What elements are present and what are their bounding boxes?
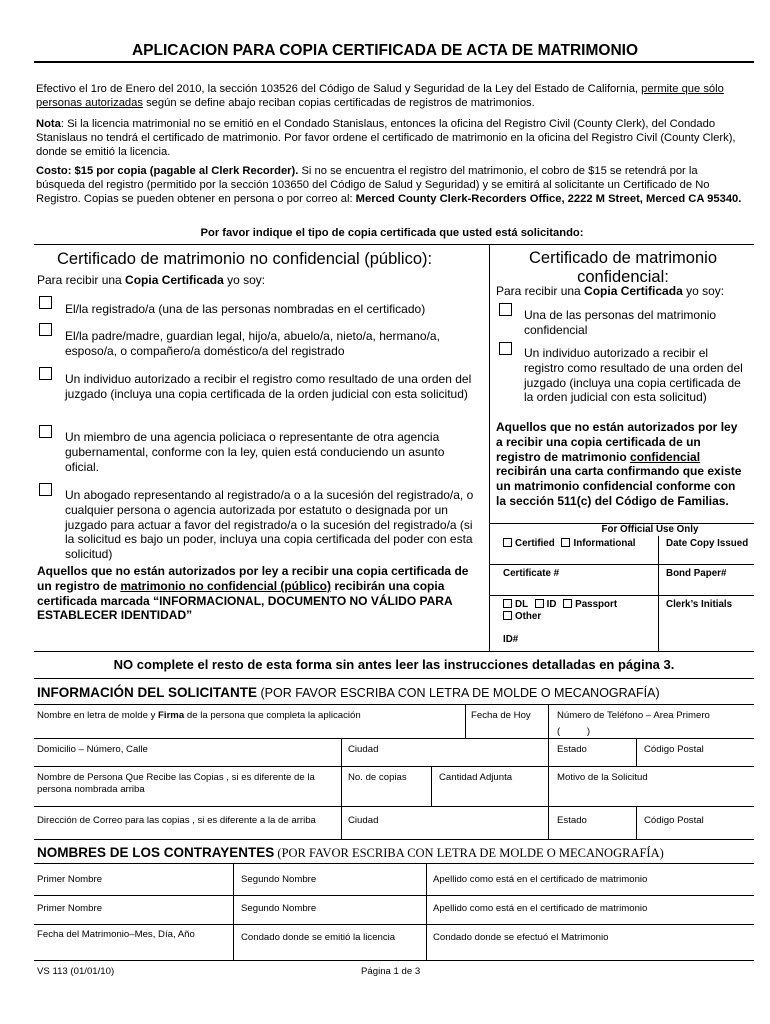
dl-checkbox[interactable] — [503, 599, 512, 608]
public-heading: Certificado de matrimonio no confidencial (público): — [57, 250, 433, 268]
applicant-heading: INFORMACIÓN DEL SOLICITANTE (POR FAVOR ESCRIBA CON LETRA DE MOLDE O MECANOGRAFÍA) — [37, 685, 660, 700]
official-id-no: ID# — [503, 634, 519, 645]
parties-table-top — [34, 863, 754, 864]
official-certificate-no: Certificate # — [503, 568, 560, 579]
applicant-row-2-border — [34, 766, 754, 767]
telefono-area-parens: ( ) — [557, 726, 591, 737]
title-divider — [34, 61, 754, 63]
section-top-border — [34, 244, 754, 245]
public-option-3-label: Un individuo autorizado a recibir el registro como resultado de una orden del juzgado (incluya una copia certificada de la orden judicial con esta solicitud) — [65, 372, 472, 401]
official-row-2-border — [489, 595, 754, 596]
official-bond-paper: Bond Paper# — [666, 568, 727, 579]
official-other-option[interactable]: Other — [503, 611, 541, 623]
applicant-row-4-border — [34, 839, 754, 840]
applicant-col-divider — [548, 704, 549, 738]
page-number: Página 1 de 3 — [361, 966, 421, 977]
parties-row-3-border — [34, 960, 754, 961]
public-option-1-checkbox[interactable] — [39, 296, 52, 309]
codigo-postal-2-label: Código Postal — [644, 815, 704, 826]
confidential-note: Aquellos que no están autorizados por ley a recibir una copia certificada de un registro de matrimonio confidencial recibirán una carta confirmando que existe un matrimonio confidencial conforme con la sección 511(c) del Código de Familias. — [496, 420, 742, 508]
condado-licencia-label: Condado donde se emitió la licencia — [241, 932, 396, 943]
official-date-copy: Date Copy Issued — [666, 538, 749, 549]
official-column-divider — [658, 536, 659, 651]
other-checkbox[interactable] — [503, 611, 512, 620]
public-option-4-label: Un miembro de una agencia policiaca o representante de otra agencia gubernamental, conforme con la ley, quien está conduciendo un asunto oficial. — [65, 430, 445, 474]
applicant-col-divider — [341, 738, 342, 839]
public-option-5-label: Un abogado representando al registrado/a o a la sucesión del registrado/a, o cualquier persona o agencia autorizada por estatuto o designada por un juzgado para actuar a favor del registrado/a o la sucesión del registrado/a (si la solicitud es bajo un poder, incluya una copia certificada del poder con esta solicitud) — [65, 488, 474, 562]
ciudad-label: Ciudad — [348, 744, 379, 755]
costo-paragraph: Costo: $15 por copia (pagable al Clerk Recorder). Si no se encuentra el registro del matrimonio, el cobro de $15 se retendrá por la búsqueda del registro (permitido por la sección 103650 del Código de Salud y Seguridad) y se emitirá al solicitante un Certificado de No Registro. Copias se pueden obtener en persona o por correo al: Merced County Clerk-Recorders Office, 2222 M Street, Merced CA 95340. — [36, 165, 742, 205]
apellido-1-label: Apellido como está en el certificado de matrimonio — [433, 874, 648, 885]
cantidad-label: Cantidad Adjunta — [439, 772, 513, 783]
official-certified-option[interactable]: Certified Informational — [503, 538, 636, 550]
domicilio-label: Domicilio – Número, Calle — [37, 744, 148, 755]
confidential-heading: Certificado de matrimonio confidencial: — [529, 249, 717, 286]
parties-row-1-border — [34, 895, 754, 896]
public-note: Aquellos que no están autorizados por ley a recibir una copia certificada de un registro de matrimonio no confidencial (público) recibirán una copia certificada marcada “INFORMACIONAL, DOCUMENTO NO VÁLIDO PARA ESTABLECER IDENTIDAD” — [37, 564, 469, 623]
form-id: VS 113 (01/01/10) — [37, 966, 115, 977]
direccion-correo-label: Dirección de Correo para las copias , si es diferente a la de arriba — [37, 815, 316, 826]
official-id-options[interactable]: DL ID Passport — [503, 599, 617, 611]
segundo-nombre-1-label: Segundo Nombre — [241, 874, 317, 885]
parties-heading: NOMBRES DE LOS CONTRAYENTES (POR FAVOR ESCRIBA CON LETRA DE MOLDE O MECANOGRAFÍA) — [37, 845, 664, 860]
nota-paragraph: Nota: Si la licencia matrimonial no se emitió en el Condado Stanislaus, entonces la oficina del Registro Civil (County Clerk), del Condado Stanislaus no tendrá el certificado de matrimonio. Por favor ordene el certificado de matrimonio en la oficina del Registro Civil (County Clerk), donde se emitió la licencia. — [36, 118, 736, 158]
persona-recibe-label: Nombre de Persona Que Recibe las Copias , si es diferente de la persona nombrada arriba — [37, 772, 315, 795]
certified-checkbox[interactable] — [503, 538, 512, 547]
parties-col-divider — [426, 863, 427, 960]
confidential-subheading: Para recibir una Copia Certificada yo soy: — [496, 284, 725, 298]
estado-label: Estado — [557, 744, 587, 755]
primer-nombre-1-label: Primer Nombre — [37, 874, 103, 885]
official-header: For Official Use Only — [601, 524, 699, 535]
telefono-label: Número de Teléfono – Area Primero — [557, 710, 710, 721]
no-copias-label: No. de copias — [348, 772, 407, 783]
applicant-table-top — [34, 704, 754, 705]
section-bottom-border — [34, 651, 754, 652]
primer-nombre-2-label: Primer Nombre — [37, 903, 103, 914]
applicant-col-divider — [465, 704, 466, 738]
public-option-1-label: El/la registrado/a (una de las personas nombradas en el certificado) — [65, 302, 426, 316]
public-option-3-checkbox[interactable] — [39, 367, 52, 380]
estado-2-label: Estado — [557, 815, 587, 826]
official-row-1-border — [489, 564, 754, 565]
type-instruction: Por favor indique el tipo de copia certificada que usted está solicitando: — [200, 227, 584, 239]
segundo-nombre-2-label: Segundo Nombre — [241, 903, 317, 914]
public-option-2-label: El/la padre/madre, guardian legal, hijo/a, abuelo/a, nieto/a, hermano/a, esposo/a, o compañero/a doméstico/a del registrado — [65, 329, 440, 358]
applicant-col-divider — [636, 806, 637, 839]
warning-banner: NO complete el resto de esta forma sin antes leer las instrucciones detalladas en página 3. — [113, 657, 675, 672]
confidential-option-1-checkbox[interactable] — [499, 303, 512, 316]
confidential-option-2-checkbox[interactable] — [499, 342, 512, 355]
public-option-2-checkbox[interactable] — [39, 323, 52, 336]
fecha-hoy-label: Fecha de Hoy — [471, 710, 531, 721]
parties-col-divider — [233, 863, 234, 960]
codigo-postal-label: Código Postal — [644, 744, 704, 755]
form-title: APLICACION PARA COPIA CERTIFICADA DE ACTA DE MATRIMONIO — [131, 42, 639, 59]
applicant-row-1-border — [34, 738, 754, 739]
confidential-option-1-label: Una de las personas del matrimonio confidencial — [524, 308, 717, 337]
parties-row-2-border — [34, 924, 754, 925]
official-clerk-initials: Clerk’s Initials — [666, 599, 733, 610]
apellido-2-label: Apellido como está en el certificado de matrimonio — [433, 903, 648, 914]
section-center-divider — [489, 244, 490, 651]
ciudad-2-label: Ciudad — [348, 815, 379, 826]
motivo-label: Motivo de la Solicitud — [557, 772, 648, 783]
public-option-4-checkbox[interactable] — [39, 425, 52, 438]
confidential-option-2-label: Un individuo autorizado a recibir el registro como resultado de una orden del juzgado (incluya una copia certificada de la orden judicial con esta solicitud) — [524, 346, 743, 405]
intro-paragraph: Efectivo el 1ro de Enero del 2010, la sección 103526 del Código de Salud y Seguridad de la Ley del Estado de California, permite que sólo personas autorizadas según se define abajo reciban copias certificadas de registros de matrimonios. — [36, 83, 724, 109]
fecha-matrimonio-label: Fecha del Matrimonio–Mes, Día, Año — [37, 929, 195, 940]
applicant-col-divider — [548, 738, 549, 839]
public-subheading: Para recibir una Copia Certificada yo soy: — [37, 273, 266, 287]
warning-divider — [34, 678, 754, 679]
applicant-name-label: Nombre en letra de molde y Firma de la persona que completa la aplicación — [37, 710, 361, 721]
passport-checkbox[interactable] — [563, 599, 572, 608]
id-checkbox[interactable] — [535, 599, 544, 608]
applicant-row-3-border — [34, 806, 754, 807]
condado-matrimonio-label: Condado donde se efectuó el Matrimonio — [433, 932, 609, 943]
applicant-col-divider — [431, 766, 432, 806]
informational-checkbox[interactable] — [561, 538, 570, 547]
applicant-col-divider — [636, 738, 637, 766]
public-option-5-checkbox[interactable] — [39, 483, 52, 496]
